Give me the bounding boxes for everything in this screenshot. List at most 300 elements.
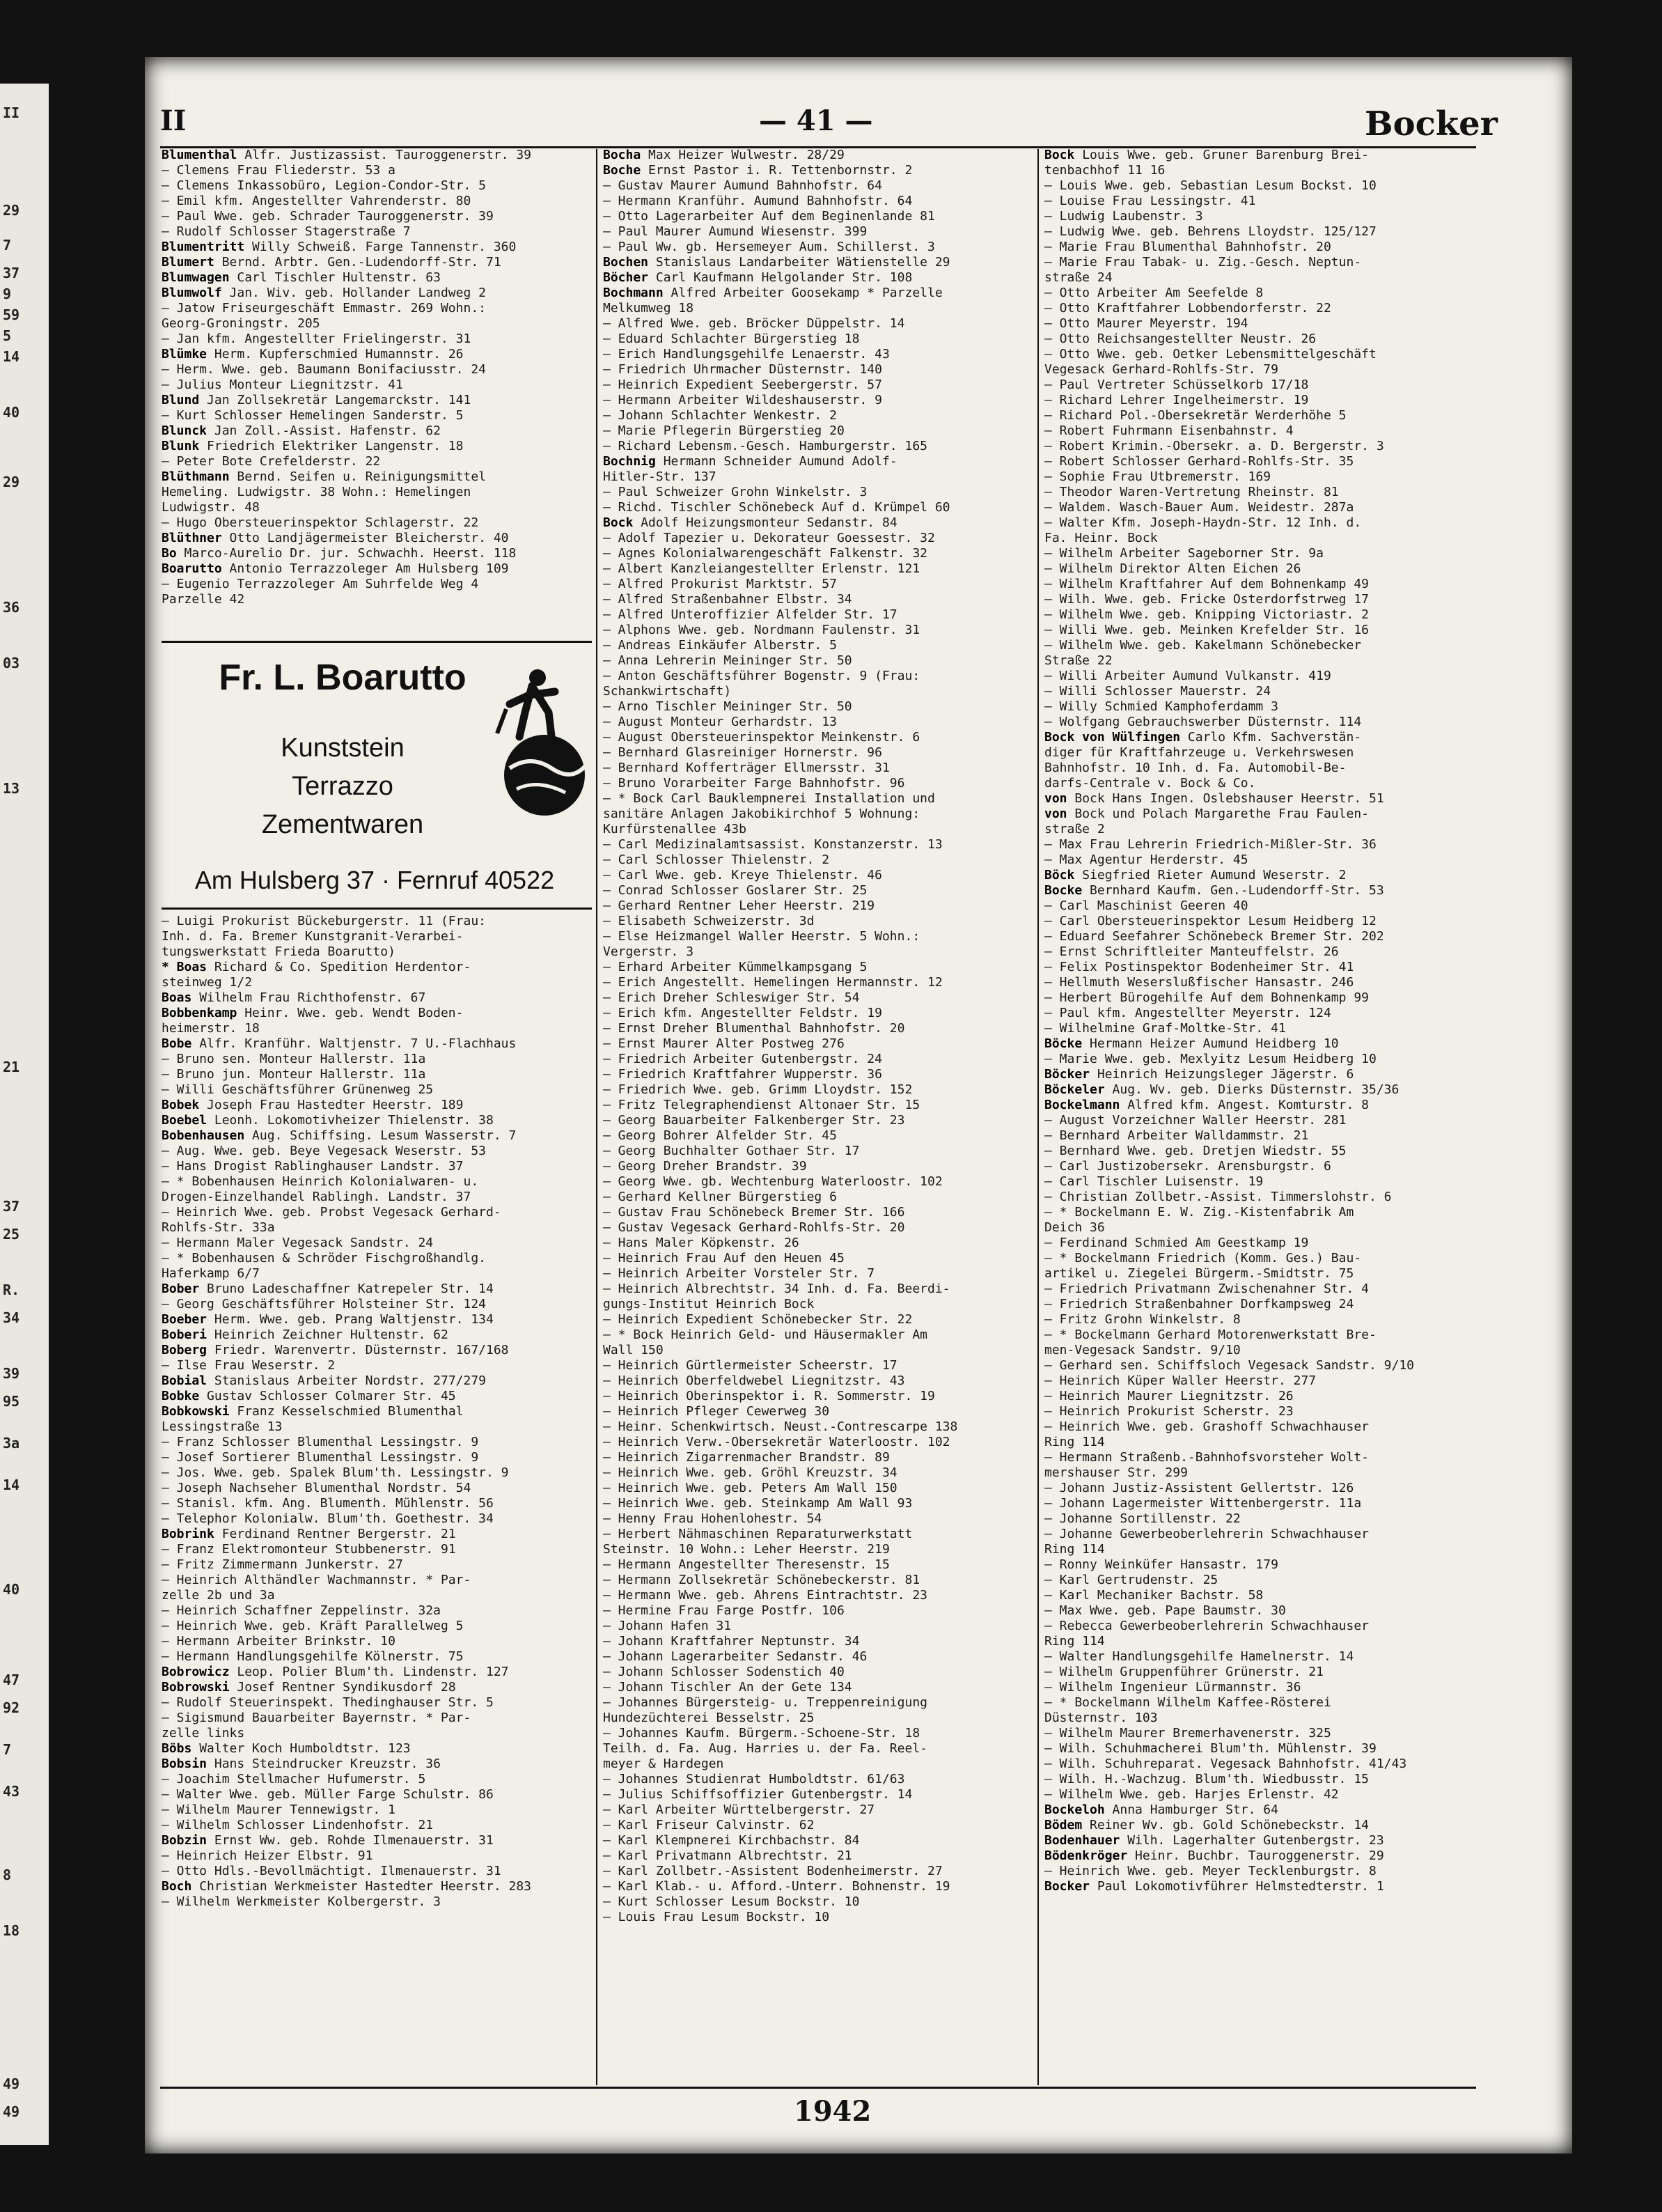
directory-entry: — Hermann Angestellter Theresenstr. 15 (603, 1557, 890, 1572)
directory-entry: — Theodor Waren-Vertretung Rheinstr. 81 (1044, 485, 1339, 499)
directory-entry: — Friedrich Arbeiter Gutenbergstr. 24 (603, 1052, 882, 1066)
directory-entry: tungswerkstatt Frieda Boarutto) (162, 944, 395, 959)
directory-entry: — Ernst Maurer Alter Postweg 276 (603, 1036, 845, 1051)
margin-mark: 92 (3, 1699, 20, 1716)
directory-entry: — Johannes Kaufm. Bürgerm.-Schoene-Str. 18 (603, 1726, 920, 1740)
directory-entry: — Johann Hafen 31 (603, 1619, 732, 1633)
directory-entry: — Otto Lagerarbeiter Auf dem Beginenlande 81 (603, 209, 935, 224)
directory-entry: — Bruno sen. Monteur Hallerstr. 11a (162, 1052, 426, 1066)
directory-entry: — Johannes Bürgersteig- u. Treppenreinigung (603, 1695, 927, 1710)
directory-entry: — Wilhelm Werkmeister Kolbergerstr. 3 (162, 1894, 441, 1909)
directory-entry: steinweg 1/2 (162, 975, 253, 990)
directory-entry: — Wilh. Wwe. geb. Fricke Osterdorfstrweg 17 (1044, 592, 1369, 607)
directory-entry: — Marie Frau Tabak- u. Zig.-Gesch. Neptun- (1044, 255, 1362, 270)
directory-entry: — Alfred Prokurist Marktstr. 57 (603, 577, 837, 591)
directory-entry: — Ronny Weinküfer Hansastr. 179 (1044, 1557, 1278, 1572)
directory-entry: — Karl Arbeiter Württelbergerstr. 27 (603, 1802, 875, 1817)
directory-entry: — Gustav Frau Schönebeck Bremer Str. 166 (603, 1205, 905, 1220)
directory-entry: — Jan kfm. Angestellter Frielingerstr. 31 (162, 332, 471, 346)
directory-entry: Ring 114 (1044, 1542, 1105, 1557)
directory-entry: Böck Siegfried Rieter Aumund Weserstr. 2 (1044, 868, 1347, 882)
directory-entry: Georg-Groningstr. 205 (162, 316, 320, 331)
directory-entry: Vergerstr. 3 (603, 944, 694, 959)
margin-mark: 13 (3, 780, 20, 797)
directory-entry: — Heinrich Wwe. geb. Steinkamp Am Wall 93 (603, 1496, 913, 1511)
directory-entry: — * Bockelmann E. W. Zig.-Kistenfabrik Am (1044, 1205, 1354, 1220)
directory-entry: mershauser Str. 299 (1044, 1465, 1188, 1480)
directory-entry: — Wilhelm Wwe. geb. Knipping Victoriastr. 2 (1044, 607, 1369, 622)
margin-mark: 7 (3, 237, 12, 254)
directory-entry: — Erich kfm. Angestellter Feldstr. 19 (603, 1006, 882, 1020)
directory-entry: — Bernhard Arbeiter Walldammstr. 21 (1044, 1128, 1309, 1143)
directory-entry: — Georg Bohrer Alfelder Str. 45 (603, 1128, 837, 1143)
directory-entry: — Gerhard sen. Schiffsloch Vegesack Sandstr. 9/10 (1044, 1358, 1415, 1373)
directory-entry: Blunck Jan Zoll.-Assist. Hafenstr. 62 (162, 423, 441, 438)
directory-entry: — Erich Dreher Schleswiger Str. 54 (603, 990, 860, 1005)
directory-entry: — Hans Drogist Rablinghauser Landstr. 37 (162, 1159, 464, 1174)
margin-mark: 40 (3, 404, 20, 421)
directory-entry: Boas Wilhelm Frau Richthofenstr. 67 (162, 990, 426, 1005)
margin-mark: 14 (3, 348, 20, 365)
directory-entry: — Conrad Schlosser Goslarer Str. 25 (603, 883, 868, 898)
directory-entry: — Alphons Wwe. geb. Nordmann Faulenstr. 31 (603, 623, 920, 637)
directory-entry: — Friedrich Kraftfahrer Wupperstr. 36 (603, 1067, 882, 1082)
directory-entry: Bobial Stanislaus Arbeiter Nordstr. 277/279 (162, 1373, 486, 1388)
directory-entry: — Richard Lebensm.-Gesch. Hamburgerstr. 165 (603, 439, 927, 453)
directory-entry: — Hermann Wwe. geb. Ahrens Eintrachtstr. 23 (603, 1588, 927, 1603)
directory-entry: — Hellmuth Weserslußfischer Hansastr. 246 (1044, 975, 1354, 990)
directory-entry: — Otto Reichsangestellter Neustr. 26 (1044, 332, 1317, 346)
directory-entry: Düsternstr. 103 (1044, 1711, 1158, 1725)
directory-entry: Böbs Walter Koch Humboldtstr. 123 (162, 1741, 411, 1756)
directory-entry: — Heinrich Pfleger Cewerweg 30 (603, 1404, 830, 1419)
directory-entry: — Gerhard Kellner Bürgerstieg 6 (603, 1190, 837, 1204)
directory-entry: — Otto Arbeiter Am Seefelde 8 (1044, 286, 1264, 300)
directory-entry: Rohlfs-Str. 33a (162, 1220, 275, 1235)
directory-entry: — Eduard Schlachter Bürgerstieg 18 (603, 332, 860, 346)
directory-entry: Bobzin Ernst Ww. geb. Rohde Ilmenauerstr. 31 (162, 1833, 494, 1848)
directory-entry: Kurfürstenallee 43b (603, 822, 746, 836)
directory-entry: Steinstr. 10 Wohn.: Leher Heerstr. 219 (603, 1542, 890, 1557)
directory-entry: — Ferdinand Schmied Am Geestkamp 19 (1044, 1236, 1309, 1250)
directory-entry: Blumwolf Jan. Wiv. geb. Hollander Landweg 2 (162, 286, 486, 300)
directory-entry: — August Obersteuerinspektor Meinkenstr. 6 (603, 730, 920, 745)
directory-entry: von Bock und Polach Margarethe Frau Faulen- (1044, 807, 1369, 821)
directory-entry: — Heinrich Wwe. geb. Grashoff Schwachhauser (1044, 1419, 1369, 1434)
directory-entry: — Heinrich Expedient Seebergerstr. 57 (603, 377, 882, 392)
directory-entry: — Rudolf Steuerinspekt. Thedinghauser Str. 5 (162, 1695, 494, 1710)
directory-entry: Böcher Carl Kaufmann Helgolander Str. 108 (603, 270, 913, 285)
directory-entry: — Paul Wwe. geb. Schrader Tauroggenerstr. 39 (162, 209, 494, 224)
directory-entry: Deich 36 (1044, 1220, 1105, 1235)
directory-entry: Bobek Joseph Frau Hastedter Heerstr. 189 (162, 1098, 464, 1112)
directory-entry: — Carl Maschinist Geeren 40 (1044, 898, 1248, 913)
directory-entry: Fa. Heinr. Bock (1044, 531, 1158, 545)
directory-entry: — Johannes Studienrat Humboldtstr. 61/63 (603, 1772, 905, 1786)
margin-mark: 03 (3, 655, 20, 671)
directory-entry: Blumentritt Willy Schweiß. Farge Tannenstr. 360 (162, 240, 517, 254)
directory-entry: — Johann Lagermeister Wittenbergerstr. 11a (1044, 1496, 1362, 1511)
directory-entry: zelle 2b und 3a (162, 1588, 275, 1603)
directory-entry: — Rebecca Gewerbeoberlehrerin Schwachhauser (1044, 1619, 1369, 1633)
directory-entry: Bocha Max Heizer Wulwestr. 28/29 (603, 148, 845, 162)
directory-entry: — Ernst Dreher Blumenthal Bahnhofstr. 20 (603, 1021, 905, 1036)
directory-entry: — Alfred Unteroffizier Alfelder Str. 17 (603, 607, 897, 622)
margin-mark: 39 (3, 1365, 20, 1382)
directory-entry: Blund Jan Zollsekretär Langemarckstr. 141 (162, 393, 471, 407)
directory-entry: — Albert Kanzleiangestellter Erlenstr. 121 (603, 561, 920, 576)
directory-entry: * Boas Richard & Co. Spedition Herdentor- (162, 960, 471, 974)
directory-entry: Bober Bruno Ladeschaffner Katrepeler Str. 14 (162, 1282, 494, 1296)
directory-entry: — Georg Wwe. gb. Wechtenburg Waterloostr. 102 (603, 1174, 943, 1189)
directory-entry: — Joachim Stellmacher Hufumerstr. 5 (162, 1772, 426, 1786)
directory-entry: — Anton Geschäftsführer Bogenstr. 9 (Frau: (603, 669, 920, 683)
directory-entry: Bock Louis Wwe. geb. Gruner Barenburg Brei- (1044, 148, 1369, 162)
directory-entry: Bobkowski Franz Kesselschmied Blumenthal (162, 1404, 464, 1419)
page-footer-year: 1942 (794, 2095, 872, 2128)
directory-entry: — Georg Buchhalter Gothaer Str. 17 (603, 1144, 860, 1158)
directory-entry: — Carl Tischler Luisenstr. 19 (1044, 1174, 1264, 1189)
directory-entry: — Eduard Seefahrer Schönebeck Bremer Str. 202 (1044, 929, 1384, 944)
directory-entry: — Richard Lehrer Ingelheimerstr. 19 (1044, 393, 1309, 407)
directory-entry: Bobe Alfr. Kranführ. Waltjenstr. 7 U.-Flachhaus (162, 1036, 517, 1051)
directory-entry: — Friedrich Straßenbahner Dorfkampsweg 24 (1044, 1297, 1354, 1311)
directory-entry: — Heinrich Heizer Elbstr. 91 (162, 1848, 373, 1863)
directory-entry: — * Bobenhausen Heinrich Kolonialwaren- u. (162, 1174, 479, 1189)
directory-entry: — Georg Bauarbeiter Falkenberger Str. 23 (603, 1113, 905, 1128)
directory-entry: — Elisabeth Schweizerstr. 3d (603, 914, 815, 928)
directory-entry: Boebel Leonh. Lokomotivheizer Thielenstr. 38 (162, 1113, 494, 1128)
advertisement (162, 641, 592, 910)
directory-entry: — * Bockelmann Gerhard Motorenwerkstatt Bre- (1044, 1327, 1377, 1342)
directory-entry: — Paul Vertreter Schüsselkorb 17/18 (1044, 377, 1309, 392)
directory-entry: — Heinrich Schaffner Zeppelinstr. 32a (162, 1603, 441, 1618)
directory-entry: — Emil kfm. Angestellter Vahrenderstr. 80 (162, 194, 471, 208)
directory-entry: — Willi Schlosser Mauerstr. 24 (1044, 684, 1271, 699)
directory-entry: darfs-Centrale v. Bock & Co. (1044, 776, 1256, 790)
directory-entry: zelle links (162, 1726, 245, 1740)
worker-on-globe-icon (489, 664, 600, 817)
column-3-entries (1044, 148, 1476, 1894)
directory-entry: Hundezüchterei Besselstr. 25 (603, 1711, 815, 1725)
directory-entry: Bochnig Hermann Schneider Aumund Adolf- (603, 454, 897, 469)
directory-entry: — * Bockelmann Wilhelm Kaffee-Rösterei (1044, 1695, 1331, 1710)
directory-entry: — * Bockelmann Friedrich (Komm. Ges.) Bau- (1044, 1251, 1362, 1265)
directory-entry: — Carl Obersteuerinspektor Lesum Heidberg 12 (1044, 914, 1377, 928)
margin-mark: II (3, 104, 20, 121)
directory-entry: — Herbert Nähmaschinen Reparaturwerkstatt (603, 1527, 913, 1541)
directory-entry: — Aug. Wwe. geb. Beye Vegesack Weserstr. 53 (162, 1144, 486, 1158)
directory-entry: — Franz Elektromonteur Stubbenerstr. 91 (162, 1542, 456, 1557)
directory-entry: — Otto Kraftfahrer Lobbendorferstr. 22 (1044, 301, 1331, 316)
directory-entry: Hitler-Str. 137 (603, 469, 716, 484)
directory-entry: — Wilhelm Ingenieur Lürmannstr. 36 (1044, 1680, 1301, 1695)
directory-entry: — Karl Klempnerei Kirchbachstr. 84 (603, 1833, 860, 1848)
directory-entry: — Max Agentur Herderstr. 45 (1044, 852, 1248, 867)
directory-entry: Blumwagen Carl Tischler Hultenstr. 63 (162, 270, 441, 285)
margin-mark: 34 (3, 1309, 20, 1326)
directory-entry: Wall 150 (603, 1343, 664, 1357)
directory-entry: — Louise Frau Lessingstr. 41 (1044, 194, 1256, 208)
directory-entry: — Carl Medizinalamtsassist. Konstanzerstr. 13 (603, 837, 943, 852)
margin-mark: 49 (3, 2075, 20, 2092)
directory-entry: — Stanisl. kfm. Ang. Blumenth. Mühlenstr. 56 (162, 1496, 494, 1511)
directory-entry: — Jos. Wwe. geb. Spalek Blum'th. Lessingstr. 9 (162, 1465, 509, 1480)
directory-entry: — Heinrich Küper Waller Heerstr. 277 (1044, 1373, 1317, 1388)
ad-line-kunststein: Kunststein (281, 733, 405, 763)
directory-entry: — Fritz Zimmermann Junkerstr. 27 (162, 1557, 403, 1572)
directory-entry: artikel u. Ziegelei Bürgerm.-Smidtstr. 75 (1044, 1266, 1354, 1281)
margin-mark: 21 (3, 1059, 20, 1075)
directory-entry: — Marie Pflegerin Bürgerstieg 20 (603, 423, 845, 438)
directory-entry: — Christian Zollbetr.-Assist. Timmerslohstr. 6 (1044, 1190, 1392, 1204)
directory-entry: — Friedrich Uhrmacher Düsternstr. 140 (603, 362, 882, 377)
directory-entry: — Alfred Straßenbahner Elbstr. 34 (603, 592, 852, 607)
directory-entry: — Wilhelmine Graf-Moltke-Str. 41 (1044, 1021, 1286, 1036)
directory-entry: Blumenthal Alfr. Justizassist. Tauroggenerstr. 39 (162, 148, 532, 162)
directory-entry: — Johanne Sortillenstr. 22 (1044, 1511, 1241, 1526)
directory-entry: Ring 114 (1044, 1634, 1105, 1649)
directory-entry: — Willi Arbeiter Aumund Vulkanstr. 419 (1044, 669, 1331, 683)
directory-entry: — Hermann Handlungsgehilfe Kölnerstr. 75 (162, 1649, 464, 1664)
directory-entry: Boberg Friedr. Warenvertr. Düsternstr. 167/168 (162, 1343, 509, 1357)
directory-entry: Bo Marco-Aurelio Dr. jur. Schwachh. Heerst. 118 (162, 546, 517, 561)
directory-entry: — Hermann Kranführ. Aumund Bahnhofstr. 64 (603, 194, 913, 208)
column-1-bottom-entries (162, 914, 592, 1910)
directory-entry: — Wilh. Schuhmacherei Blum'th. Mühlenstr. 39 (1044, 1741, 1377, 1756)
margin-mark: 43 (3, 1783, 20, 1800)
margin-mark: 95 (3, 1393, 20, 1410)
directory-entry: — Heinrich Wwe. geb. Peters Am Wall 150 (603, 1481, 897, 1495)
directory-entry: — Gustav Vegesack Gerhard-Rohlfs-Str. 20 (603, 1220, 905, 1235)
directory-entry: — Eugenio Terrazzoleger Am Suhrfelde Weg 4 (162, 577, 479, 591)
directory-entry: Bobrowski Josef Rentner Syndikusdorf 28 (162, 1680, 456, 1695)
margin-mark: 7 (3, 1741, 12, 1758)
directory-entry: — Georg Geschäftsführer Holsteiner Str. 124 (162, 1297, 486, 1311)
directory-entry: — Gerhard Rentner Leher Heerstr. 219 (603, 898, 875, 913)
directory-entry: — Kurt Schlosser Lesum Bockstr. 10 (603, 1894, 860, 1909)
directory-entry: — Heinrich Oberfeldwebel Liegnitzstr. 43 (603, 1373, 905, 1388)
margin-mark: 49 (3, 2103, 20, 2120)
directory-entry: — Paul Ww. gb. Hersemeyer Aum. Schillerst. 3 (603, 240, 935, 254)
margin-mark: 5 (3, 327, 12, 344)
directory-entry: — Heinrich Althändler Wachmannstr. * Par- (162, 1573, 471, 1587)
directory-entry: Bocker Paul Lokomotivführer Helmstedterstr. 1 (1044, 1879, 1384, 1894)
directory-entry: — Heinrich Prokurist Scherstr. 23 (1044, 1404, 1294, 1419)
directory-entry: — Carl Justizobersekr. Arensburgstr. 6 (1044, 1159, 1331, 1174)
directory-entry: — Wilh. H.-Wachzug. Blum'th. Wiedbusstr. 15 (1044, 1772, 1369, 1786)
directory-entry: — Heinrich Wwe. geb. Meyer Tecklenburgstr. 8 (1044, 1864, 1377, 1878)
directory-entry: — Felix Postinspektor Bodenheimer Str. 41 (1044, 960, 1354, 974)
directory-entry: — Bruno Vorarbeiter Farge Bahnhofstr. 96 (603, 776, 905, 790)
directory-entry: Blüthmann Bernd. Seifen u. Reinigungsmittel (162, 469, 487, 484)
directory-entry: Bockelmann Alfred kfm. Angest. Komturstr. 8 (1044, 1098, 1369, 1112)
directory-entry: — Willy Schmied Kamphoferdamm 3 (1044, 699, 1278, 714)
page-number: — 41 — (759, 104, 873, 137)
directory-entry: — Erich Angestellt. Hemelingen Hermannstr. 12 (603, 975, 943, 990)
directory-entry: — Hermann Straßenb.-Bahnhofsvorsteher Wolt- (1044, 1450, 1369, 1465)
margin-mark: 59 (3, 306, 20, 323)
directory-entry: Ring 114 (1044, 1435, 1105, 1449)
directory-entry: Bock Adolf Heizungsmonteur Sedanstr. 84 (603, 515, 897, 530)
directory-entry: — Peter Bote Crefelderstr. 22 (162, 454, 381, 469)
directory-entry: — Sophie Frau Utbremerstr. 169 (1044, 469, 1271, 484)
directory-entry: — Johann Lagerarbeiter Sedanstr. 46 (603, 1649, 868, 1664)
directory-entry: — Paul Maurer Aumund Wiesenstr. 399 (603, 224, 868, 239)
directory-entry: — Sigismund Bauarbeiter Bayernstr. * Par- (162, 1711, 471, 1725)
directory-entry: von Bock Hans Ingen. Oslebshauser Heerstr. 51 (1044, 791, 1384, 806)
directory-entry: — * Bobenhausen & Schröder Fischgroßhandlg. (162, 1251, 486, 1265)
column-2-entries (603, 148, 1033, 1925)
directory-entry: — Otto Wwe. geb. Oetker Lebensmittelgeschäft (1044, 347, 1377, 361)
previous-page-margin (0, 84, 49, 2145)
directory-entry: — Robert Fuhrmann Eisenbahnstr. 4 (1044, 423, 1294, 438)
directory-entry: — Fritz Grohn Winkelstr. 8 (1044, 1312, 1241, 1327)
directory-entry: Hemeling. Ludwigstr. 38 Wohn.: Hemelingen (162, 485, 471, 499)
directory-entry: Drogen-Einzelhandel Rablingh. Landstr. 37 (162, 1190, 471, 1204)
directory-entry: — Robert Schlosser Gerhard-Rohlfs-Str. 35 (1044, 454, 1354, 469)
directory-entry: — Carl Schlosser Thielenstr. 2 (603, 852, 830, 867)
directory-entry: — Heinrich Maurer Liegnitzstr. 26 (1044, 1389, 1294, 1403)
directory-entry: Böcke Hermann Heizer Aumund Heidberg 10 (1044, 1036, 1339, 1051)
directory-entry: — Hermann Maler Vegesack Sandstr. 24 (162, 1236, 434, 1250)
directory-entry: Ludwigstr. 48 (162, 500, 260, 515)
directory-entry: — Karl Klab.- u. Afford.-Unterr. Bohnenstr. 19 (603, 1879, 950, 1894)
directory-entry: — Richd. Tischler Schönebeck Auf d. Krümpel 60 (603, 500, 950, 515)
directory-entry: Bodenhauer Wilh. Lagerhalter Gutenbergstr. 23 (1044, 1833, 1384, 1848)
directory-entry: — Marie Frau Blumenthal Bahnhofstr. 20 (1044, 240, 1331, 254)
directory-entry: Teilh. d. Fa. Aug. Harries u. der Fa. Reel- (603, 1741, 927, 1756)
directory-entry: — Max Frau Lehrerin Friedrich-Mißler-Str. 36 (1044, 837, 1377, 852)
column-rule-2 (1037, 149, 1039, 2085)
margin-mark: 37 (3, 265, 20, 281)
directory-entry: — Wilhelm Schlosser Lindenhofstr. 21 (162, 1818, 434, 1832)
directory-entry: Bock von Wülfingen Carlo Kfm. Sachverstän- (1044, 730, 1362, 745)
directory-entry: — Paul kfm. Angestellter Meyerstr. 124 (1044, 1006, 1331, 1020)
directory-entry: Bobrink Ferdinand Rentner Bergerstr. 21 (162, 1527, 456, 1541)
directory-entry: Boch Christian Werkmeister Hastedter Heerstr. 283 (162, 1879, 532, 1894)
directory-entry: — Heinrich Wwe. geb. Probst Vegesack Gerhard- (162, 1205, 501, 1220)
directory-entry: — Clemens Inkassobüro, Legion-Condor-Str. 5 (162, 178, 486, 193)
directory-entry: — Joseph Nachseher Blumenthal Nordstr. 54 (162, 1481, 471, 1495)
directory-entry: — Heinrich Gürtlermeister Scheerstr. 17 (603, 1358, 897, 1373)
directory-entry: Blumert Bernd. Arbtr. Gen.-Ludendorff-Str. 71 (162, 255, 501, 270)
directory-entry: — Alfred Wwe. geb. Bröcker Düppelstr. 14 (603, 316, 905, 331)
directory-entry: — Marie Wwe. geb. Mexlyitz Lesum Heidberg 10 (1044, 1052, 1377, 1066)
directory-entry: — Bernhard Glasreiniger Hornerstr. 96 (603, 745, 882, 760)
directory-entry: — Wilhelm Direktor Alten Eichen 26 (1044, 561, 1301, 576)
directory-entry: — Heinrich Wwe. geb. Kräft Parallelweg 5 (162, 1619, 464, 1633)
directory-entry: — Bruno jun. Monteur Hallerstr. 11a (162, 1067, 426, 1082)
directory-entry: — Walter Wwe. geb. Müller Farge Schulstr. 86 (162, 1787, 494, 1802)
directory-entry: — Hermine Frau Farge Postfr. 106 (603, 1603, 845, 1618)
directory-entry: Blunk Friedrich Elektriker Langenstr. 18 (162, 439, 464, 453)
ad-line-terrazzo: Terrazzo (292, 772, 393, 801)
margin-mark: 14 (3, 1477, 20, 1493)
directory-entry: — Herm. Wwe. geb. Baumann Bonifaciusstr. 24 (162, 362, 486, 377)
margin-mark: 18 (3, 1922, 20, 1939)
directory-entry: — Friedrich Wwe. geb. Grimm Lloydstr. 152 (603, 1082, 913, 1097)
directory-entry: — Wilh. Schuhreparat. Vegesack Bahnhofstr. 41/43 (1044, 1757, 1407, 1771)
directory-entry: — Robert Krimin.-Obersekr. a. D. Bergerstr. 3 (1044, 439, 1384, 453)
directory-entry: heimerstr. 18 (162, 1021, 260, 1036)
directory-entry: Bobbenkamp Heinr. Wwe. geb. Wendt Boden- (162, 1006, 464, 1020)
directory-entry: — Heinrich Verw.-Obersekretär Waterloostr. 102 (603, 1435, 950, 1449)
directory-entry: — Herbert Bürogehilfe Auf dem Bohnenkamp 99 (1044, 990, 1369, 1005)
directory-entry: straße 24 (1044, 270, 1113, 285)
directory-entry: — Heinr. Schenkwirtsch. Neust.-Contrescarpe 138 (603, 1419, 958, 1434)
directory-entry: men-Vegesack Sandstr. 9/10 (1044, 1343, 1241, 1357)
directory-entry: — Wilhelm Wwe. geb. Kakelmann Schönebecker (1044, 638, 1362, 653)
directory-entry: Bahnhofstr. 10 Inh. d. Fa. Automobil-Be- (1044, 761, 1347, 775)
directory-entry: — Richard Pol.-Obersekretär Werderhöhe 5 (1044, 408, 1347, 423)
directory-entry: — Johann Justiz-Assistent Gellertstr. 126 (1044, 1481, 1354, 1495)
directory-entry: — * Bock Heinrich Geld- und Häusermakler Am (603, 1327, 927, 1342)
directory-entry: — Wilhelm Maurer Bremerhavenerstr. 325 (1044, 1726, 1331, 1740)
directory-entry: straße 2 (1044, 822, 1105, 836)
margin-mark: 37 (3, 1198, 20, 1215)
directory-entry: Bödem Reiner Wv. gb. Gold Schönebeckstr. 14 (1044, 1818, 1369, 1832)
directory-entry: sanitäre Anlagen Jakobikirchhof 5 Wohnung: (603, 807, 920, 821)
directory-entry: — Heinrich Arbeiter Vorsteler Str. 7 (603, 1266, 875, 1281)
directory-entry: — Heinrich Wwe. geb. Gröhl Kreuzstr. 34 (603, 1465, 897, 1480)
directory-entry: — Arno Tischler Meininger Str. 50 (603, 699, 852, 714)
directory-entry: — Willi Wwe. geb. Meinken Krefelder Str. 16 (1044, 623, 1369, 637)
directory-entry: — Karl Privatmann Albrechtstr. 21 (603, 1848, 852, 1863)
directory-entry: — Telephor Kolonialw. Blum'th. Goethestr. 34 (162, 1511, 494, 1526)
directory-entry: Böckeler Aug. Wv. geb. Dierks Düsternstr. 35/36 (1044, 1082, 1400, 1097)
directory-entry: — Luigi Prokurist Bückeburgerstr. 11 (Frau: (162, 914, 486, 928)
directory-entry: Boeber Herm. Wwe. geb. Prang Waltjenstr. 134 (162, 1312, 494, 1327)
directory-entry: — Friedrich Privatmann Zwischenahner Str. 4 (1044, 1282, 1369, 1296)
directory-entry: — Johanne Gewerbeoberlehrerin Schwachhauser (1044, 1527, 1369, 1541)
directory-entry: — Walter Handlungsgehilfe Hamelnerstr. 14 (1044, 1649, 1354, 1664)
directory-entry: Parzelle 42 (162, 592, 245, 607)
directory-entry: — Wilhelm Maurer Tennewigstr. 1 (162, 1802, 395, 1817)
directory-entry: — Karl Mechaniker Bachstr. 58 (1044, 1588, 1264, 1603)
directory-entry: Bobenhausen Aug. Schiffsing. Lesum Wasserstr. 7 (162, 1128, 517, 1143)
directory-entry: — Waldem. Wasch-Bauer Aum. Weidestr. 287a (1044, 500, 1354, 515)
directory-entry: — Hermann Arbeiter Wildeshauserstr. 9 (603, 393, 882, 407)
directory-entry: Böcker Heinrich Heizungsleger Jägerstr. 6 (1044, 1067, 1354, 1082)
directory-entry: Bochen Stanislaus Landarbeiter Wätienstelle 29 (603, 255, 950, 270)
directory-entry: Bobsin Hans Steindrucker Kreuzstr. 36 (162, 1757, 441, 1771)
directory-entry: — Clemens Frau Fliederstr. 53 a (162, 163, 395, 178)
column-1-bottom (162, 914, 592, 2084)
directory-entry: — Hugo Obersteuerinspektor Schlagerstr. 22 (162, 515, 479, 530)
margin-mark: 47 (3, 1672, 20, 1688)
directory-entry: — Karl Zollbetr.-Assistent Bodenheimerstr. 27 (603, 1864, 943, 1878)
margin-mark: 36 (3, 599, 20, 616)
column-2 (603, 148, 1033, 2091)
directory-entry: — Kurt Schlosser Hemelingen Sanderstr. 5 (162, 408, 464, 423)
directory-entry: tenbachhof 11 16 (1044, 163, 1166, 178)
margin-mark: 3a (3, 1435, 20, 1451)
directory-entry: — Jatow Friseurgeschäft Emmastr. 269 Wohn.: (162, 301, 486, 316)
directory-entry: Straße 22 (1044, 653, 1113, 668)
directory-entry: — Georg Dreher Brandstr. 39 (603, 1159, 807, 1174)
directory-entry: — Heinrich Expedient Schönebecker Str. 22 (603, 1312, 913, 1327)
directory-entry: — Heinrich Frau Auf den Heuen 45 (603, 1251, 845, 1265)
directory-entry: — Karl Gertrudenstr. 25 (1044, 1573, 1218, 1587)
directory-entry: — * Bock Carl Bauklempnerei Installation und (603, 791, 935, 806)
page-running-head: Bocker (1365, 104, 1498, 143)
directory-entry: Melkumweg 18 (603, 301, 694, 316)
directory-entry: — Julius Monteur Liegnitzstr. 41 (162, 377, 403, 392)
margin-mark: 25 (3, 1226, 20, 1243)
directory-entry: Blümke Herm. Kupferschmied Humannstr. 26 (162, 347, 464, 361)
directory-entry: — Wilhelm Kraftfahrer Auf dem Bohnenkamp 49 (1044, 577, 1369, 591)
